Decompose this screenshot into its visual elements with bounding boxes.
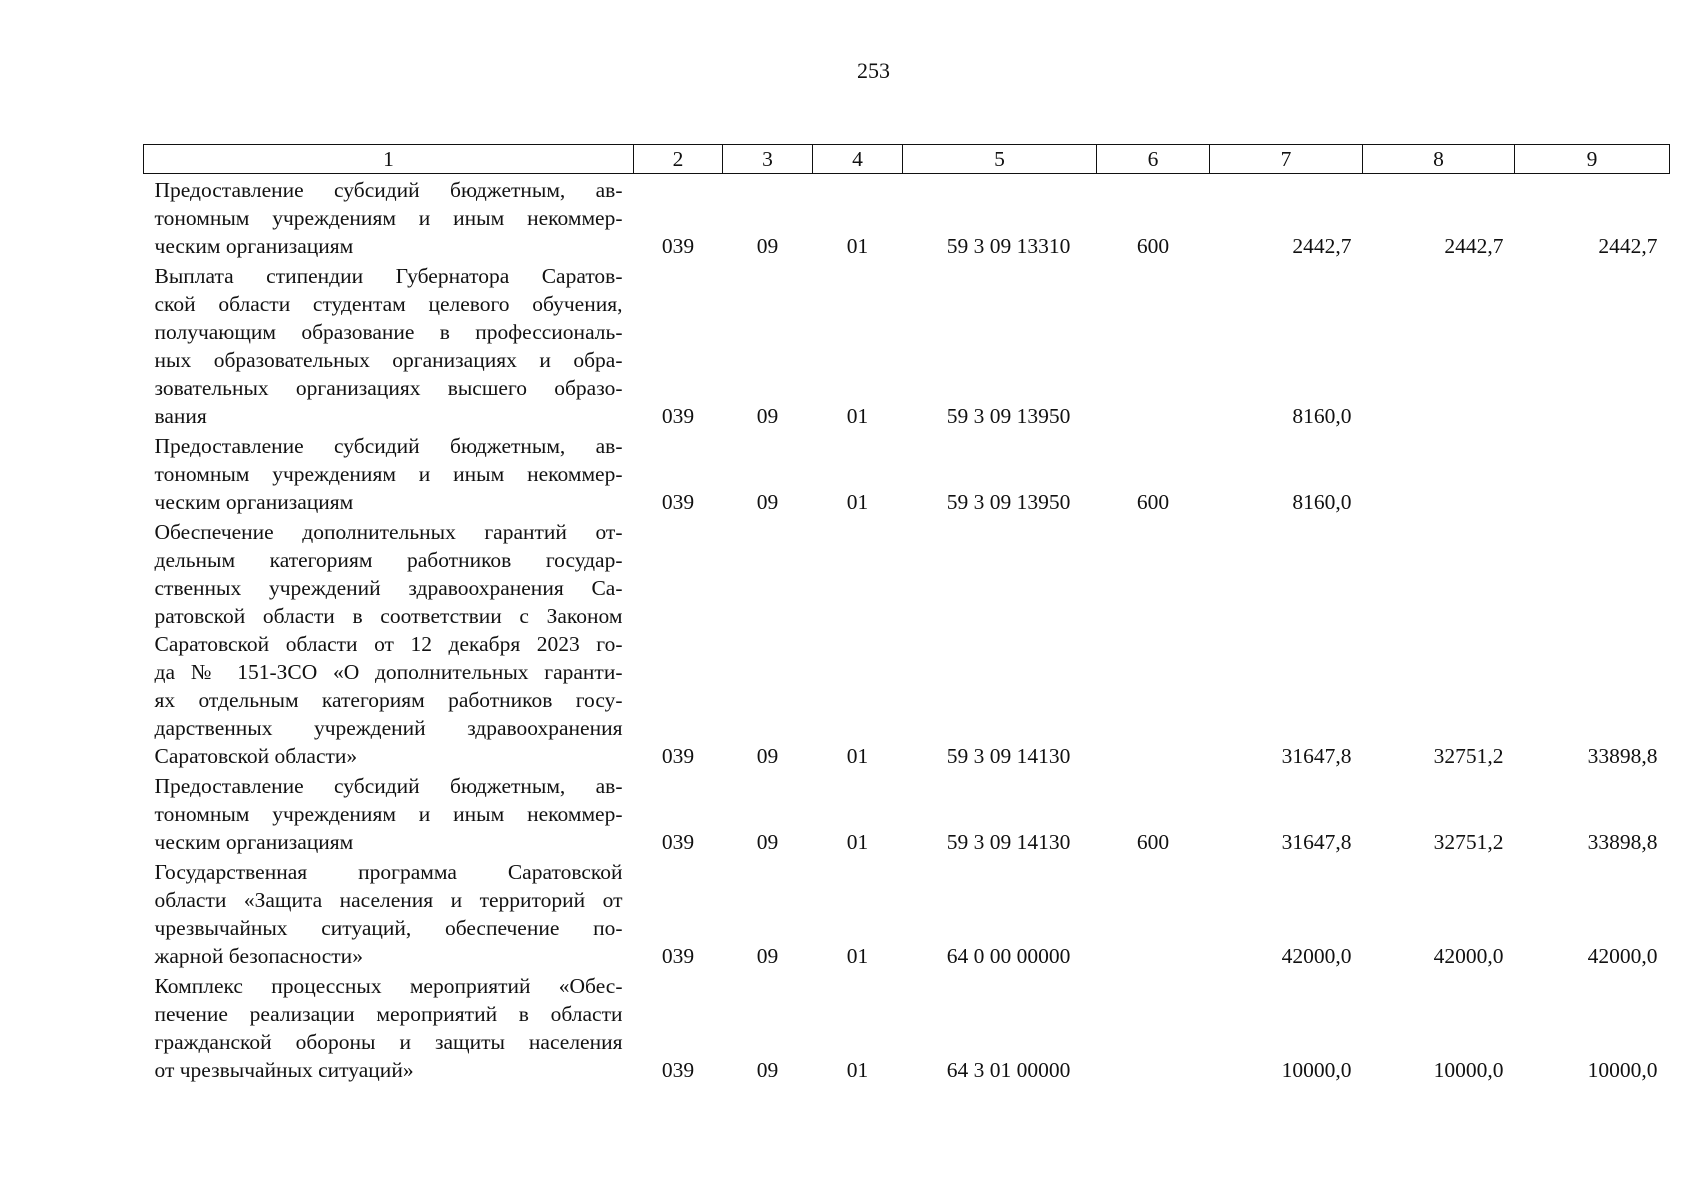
column-header-3: 3 bbox=[723, 145, 813, 174]
section-code: 09 bbox=[756, 744, 779, 768]
row-name-line: Саратовской области от 12 декабря 2023 го- bbox=[154, 632, 623, 656]
row-name-line: жарной безопасности» bbox=[154, 944, 363, 968]
expense-type-code: 600 bbox=[1136, 234, 1170, 258]
row-name-line: чрезвычайных ситуаций, обеспечение по- bbox=[154, 916, 623, 940]
amount-year-3: 42000,0 bbox=[1587, 944, 1658, 968]
row-name-line: да № 151-ЗСО «О дополнительных гаранти- bbox=[154, 660, 623, 684]
subsection-code: 01 bbox=[846, 744, 869, 768]
row-name bbox=[144, 430, 634, 516]
target-article-code: 59 3 09 14130 bbox=[946, 744, 1071, 768]
ministry-code: 039 bbox=[661, 830, 695, 854]
row-name bbox=[144, 970, 634, 1084]
subsection-code: 01 bbox=[846, 1058, 869, 1082]
amount-year-2: 10000,0 bbox=[1433, 1058, 1504, 1082]
row-name-line: ческим организациям bbox=[154, 490, 354, 514]
row-name-line: Предоставление субсидий бюджетным, ав- bbox=[154, 774, 623, 798]
row-name-line: ческим организациям bbox=[154, 830, 354, 854]
target-article-code: 59 3 09 14130 bbox=[946, 830, 1071, 854]
table-row bbox=[144, 770, 1670, 856]
expense-type-code bbox=[1097, 970, 1210, 1084]
row-name bbox=[144, 174, 634, 261]
ministry-code: 039 bbox=[661, 234, 695, 258]
row-name bbox=[144, 260, 634, 430]
header-row bbox=[144, 145, 1670, 174]
section-code: 09 bbox=[756, 944, 779, 968]
row-name-line: вания bbox=[154, 404, 207, 428]
ministry-code: 039 bbox=[661, 744, 695, 768]
amount-year-2: 32751,2 bbox=[1433, 830, 1504, 854]
amount-year-1: 42000,0 bbox=[1281, 944, 1352, 968]
row-name-line: гражданской обороны и защиты населения bbox=[154, 1030, 623, 1054]
ministry-code: 039 bbox=[661, 404, 695, 428]
row-name-line: тономным учреждениям и иным некоммер- bbox=[154, 462, 623, 486]
row-name-line: печение реализации мероприятий в области bbox=[154, 1002, 623, 1026]
ministry-code: 039 bbox=[661, 944, 695, 968]
row-name-line: тономным учреждениям и иным некоммер- bbox=[154, 206, 623, 230]
amount-year-1: 31647,8 bbox=[1281, 830, 1352, 854]
table-row bbox=[144, 430, 1670, 516]
column-header-7: 7 bbox=[1210, 145, 1363, 174]
target-article-code: 64 3 01 00000 bbox=[946, 1058, 1071, 1082]
column-header-8: 8 bbox=[1363, 145, 1515, 174]
target-article-code: 59 3 09 13950 bbox=[946, 404, 1071, 428]
row-name-line: дельным категориям работников государ- bbox=[154, 548, 623, 572]
target-article-code: 59 3 09 13310 bbox=[946, 234, 1071, 258]
amount-year-3: 33898,8 bbox=[1587, 744, 1658, 768]
row-name-line: ческим организациям bbox=[154, 234, 354, 258]
expense-type-code: 600 bbox=[1136, 490, 1170, 514]
row-name-line: области «Защита населения и территорий от bbox=[154, 888, 623, 912]
row-name bbox=[144, 770, 634, 856]
row-name-line: Саратовской области» bbox=[154, 744, 358, 768]
amount-year-3: 10000,0 bbox=[1587, 1058, 1658, 1082]
column-header-9: 9 bbox=[1515, 145, 1670, 174]
table-row bbox=[144, 970, 1670, 1084]
amount-year-2: 2442,7 bbox=[1444, 234, 1504, 258]
ministry-code: 039 bbox=[661, 1058, 695, 1082]
subsection-code: 01 bbox=[846, 944, 869, 968]
row-name-line: зовательных организациях высшего образо- bbox=[154, 376, 623, 400]
row-name-line: ратовской области в соответствии с Законом bbox=[154, 604, 623, 628]
amount-year-3 bbox=[1515, 430, 1670, 516]
table-body bbox=[144, 174, 1670, 1085]
page-number: 253 bbox=[857, 58, 890, 83]
column-header-6: 6 bbox=[1097, 145, 1210, 174]
row-name-line: Обеспечение дополнительных гарантий от- bbox=[154, 520, 623, 544]
section-code: 09 bbox=[756, 830, 779, 854]
amount-year-3: 33898,8 bbox=[1587, 830, 1658, 854]
section-code: 09 bbox=[756, 1058, 779, 1082]
row-name-line: ской области студентам целевого обучения, bbox=[154, 292, 623, 316]
amount-year-2: 32751,2 bbox=[1433, 744, 1504, 768]
column-header-1: 1 bbox=[144, 145, 634, 174]
amount-year-1: 2442,7 bbox=[1292, 234, 1352, 258]
row-name-line: ных образовательных организациях и обра- bbox=[154, 348, 623, 372]
expense-type-code bbox=[1097, 260, 1210, 430]
section-code: 09 bbox=[756, 490, 779, 514]
row-name-line: ственных учреждений здравоохранения Са- bbox=[154, 576, 623, 600]
amount-year-1: 31647,8 bbox=[1281, 744, 1352, 768]
row-name-line: Государственная программа Саратовской bbox=[154, 860, 623, 884]
column-header-4: 4 bbox=[813, 145, 903, 174]
row-name-line: Предоставление субсидий бюджетным, ав- bbox=[154, 434, 623, 458]
section-code: 09 bbox=[756, 404, 779, 428]
column-header-5: 5 bbox=[903, 145, 1097, 174]
subsection-code: 01 bbox=[846, 490, 869, 514]
ministry-code: 039 bbox=[661, 490, 695, 514]
budget-table bbox=[143, 144, 1670, 1084]
row-name bbox=[144, 856, 634, 970]
subsection-code: 01 bbox=[846, 404, 869, 428]
amount-year-1: 8160,0 bbox=[1292, 490, 1352, 514]
target-article-code: 59 3 09 13950 bbox=[946, 490, 1071, 514]
amount-year-1: 10000,0 bbox=[1281, 1058, 1352, 1082]
subsection-code: 01 bbox=[846, 234, 869, 258]
row-name bbox=[144, 516, 634, 770]
table-row bbox=[144, 174, 1670, 261]
expense-type-code bbox=[1097, 516, 1210, 770]
column-header-2: 2 bbox=[634, 145, 723, 174]
expense-type-code: 600 bbox=[1136, 830, 1170, 854]
expense-type-code bbox=[1097, 856, 1210, 970]
amount-year-2: 42000,0 bbox=[1433, 944, 1504, 968]
row-name-line: получающим образование в профессиональ- bbox=[154, 320, 623, 344]
table-row bbox=[144, 516, 1670, 770]
table-row bbox=[144, 856, 1670, 970]
amount-year-3 bbox=[1515, 260, 1670, 430]
row-name-line: Комплекс процессных мероприятий «Обес- bbox=[154, 974, 623, 998]
row-name-line: тономным учреждениям и иным некоммер- bbox=[154, 802, 623, 826]
row-name-line: дарственных учреждений здравоохранения bbox=[154, 716, 623, 740]
row-name-line: Выплата стипендии Губернатора Саратов- bbox=[154, 264, 623, 288]
table-row bbox=[144, 260, 1670, 430]
amount-year-1: 8160,0 bbox=[1292, 404, 1352, 428]
row-name-line: ях отдельным категориям работников госу- bbox=[154, 688, 623, 712]
section-code: 09 bbox=[756, 234, 779, 258]
row-name-line: от чрезвычайных ситуаций» bbox=[154, 1058, 414, 1082]
target-article-code: 64 0 00 00000 bbox=[946, 944, 1071, 968]
row-name-line: Предоставление субсидий бюджетным, ав- bbox=[154, 178, 623, 202]
subsection-code: 01 bbox=[846, 830, 869, 854]
amount-year-2 bbox=[1363, 260, 1515, 430]
amount-year-2 bbox=[1363, 430, 1515, 516]
amount-year-3: 2442,7 bbox=[1598, 234, 1658, 258]
